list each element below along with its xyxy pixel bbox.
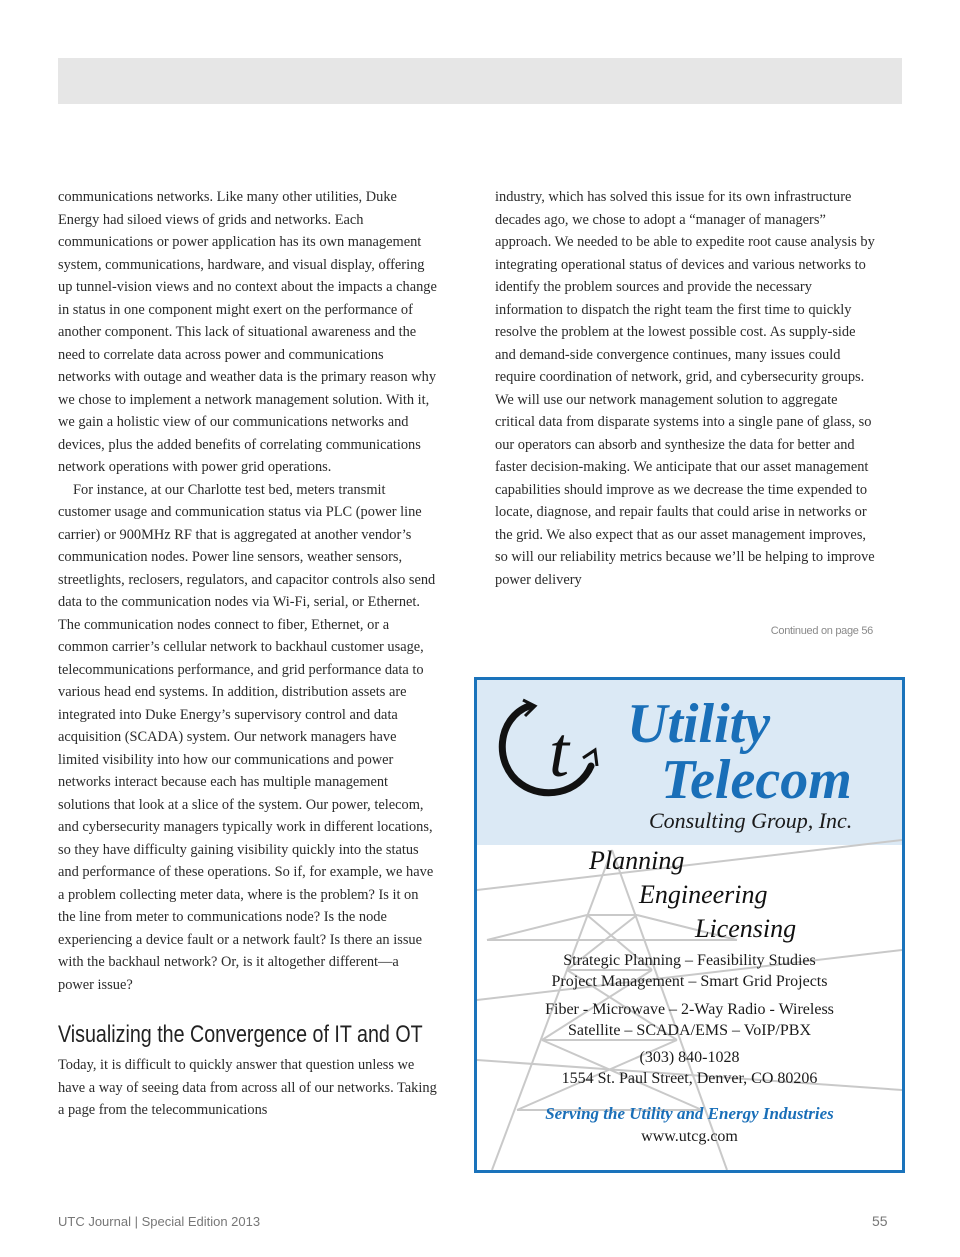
footer-publication: UTC Journal | Special Edition 2013 bbox=[58, 1214, 261, 1229]
body-paragraph: communications networks. Like many other utilities, Duke Energy had siloed views of grids and networks. Each communications or power application has its own management system, communications, hardware, and visual display, offering up tunnel-vision views and no context about the impacts a change in status in one component might exert on the performance of another component. This lack of situational awareness and the need to correlate data across power and communications networks with outage and weather data is the primary reason why we chose to implement a network management solution. With it, we gain a holistic view of our communications networks and devices, plus the added benefits of correlating communications network operations with power grid operations. bbox=[58, 189, 437, 475]
ad-website[interactable]: www.utcg.com bbox=[641, 1128, 738, 1145]
brand-subtitle: Consulting Group, Inc. bbox=[649, 808, 853, 833]
continued-note: Continued on page 56 bbox=[770, 625, 873, 637]
brand-name-line1: Utility bbox=[627, 693, 771, 755]
body-paragraph: For instance, at our Charlotte test bed, meters transmit customer usage and communication status via PLC (power line carrier) or 900MHz RF that is aggregated at another vendor’s communication nodes. Power line sensors, weather sensors, streetlights, reclosers, regulators, and capacitor controls also send data to the communication nodes via Wi-Fi, serial, or Ethernet. The communication nodes connect to fiber, Ethernet, or a common carrier’s cellular network to backhaul customer usage, telecommunications performance, and grid performance data to various head end systems. In addition, distribution assets are integrated into Duke Energy’s supervisory control and data acquisition (SCADA) system. Our network managers have limited visibility into how our communications and power networks interact because each has multiple management solutions that look at a slice of the system. Our power, telecom, and cybersecurity managers typically work in different locations, so they have difficulty gaining visibility quickly into the status and performance of these operations. So if, for example, we have a problem collecting meter data, where is the problem? Is it on the line from meter to communications node? Is the node experiencing a device fault or a network fault? Is there an issue with the backhaul network? Or, is it altogether different—a power issue? bbox=[58, 481, 436, 993]
section-heading: Visualizing the Convergence of IT and OT bbox=[58, 1021, 423, 1048]
ad-services-line: Project Management – Smart Grid Projects bbox=[551, 973, 828, 990]
logo-swirl-icon bbox=[491, 696, 611, 806]
ad-services-line: Strategic Planning – Feasibility Studies bbox=[563, 952, 816, 969]
right-column bbox=[495, 186, 875, 591]
page-number: 55 bbox=[872, 1213, 888, 1229]
body-paragraph: industry, which has solved this issue for its own infrastructure decades ago, we chose to adopt a “manager of managers” approach. We needed to be able to expedite root cause analysis by integrating operational status of devices and various networks to identify the problem sources and provide the necessary information to dispatch the right team the first time to quickly resolve the problem at the lowest possible cost. As supply-side and demand-side convergence continues, many issues could require coordination of network, grid, and cybersecurity groups. We will use our network management solution to aggregate critical data from disparate systems into a single pane of glass, so our operators can absorb and synthesize the data for better and faster decision-making. We anticipate that our asset management capabilities should improve as we decrease the time expended to locate, diagnose, and repair faults that could arise in networks or the grid. We also expect that as our asset management improves, so will our reliability metrics because we’ll be helping to improve power delivery bbox=[495, 189, 875, 588]
ad-tagline: Serving the Utility and Energy Industries bbox=[545, 1104, 834, 1123]
header-bar bbox=[58, 58, 902, 104]
service-planning: Planning bbox=[589, 846, 685, 875]
left-column bbox=[58, 186, 438, 1122]
ad-services-line: Satellite – SCADA/EMS – VoIP/PBX bbox=[567, 1022, 811, 1039]
ad-phone: (303) 840-1028 bbox=[639, 1049, 740, 1066]
service-engineering: Engineering bbox=[639, 880, 768, 909]
advertisement bbox=[474, 677, 905, 1173]
service-licensing: Licensing bbox=[695, 914, 797, 943]
body-paragraph: Today, it is difficult to quickly answer that question unless we have a way of seeing data from across all of our networks. Taking a page from the telecommunications bbox=[58, 1057, 437, 1118]
ad-address: 1554 St. Paul Street, Denver, CO 80206 bbox=[561, 1070, 818, 1087]
ad-services-line: Fiber - Microwave – 2-Way Radio - Wireless bbox=[545, 1001, 834, 1018]
logo-letter: t bbox=[549, 712, 570, 792]
brand-name-line2: Telecom bbox=[661, 749, 852, 811]
